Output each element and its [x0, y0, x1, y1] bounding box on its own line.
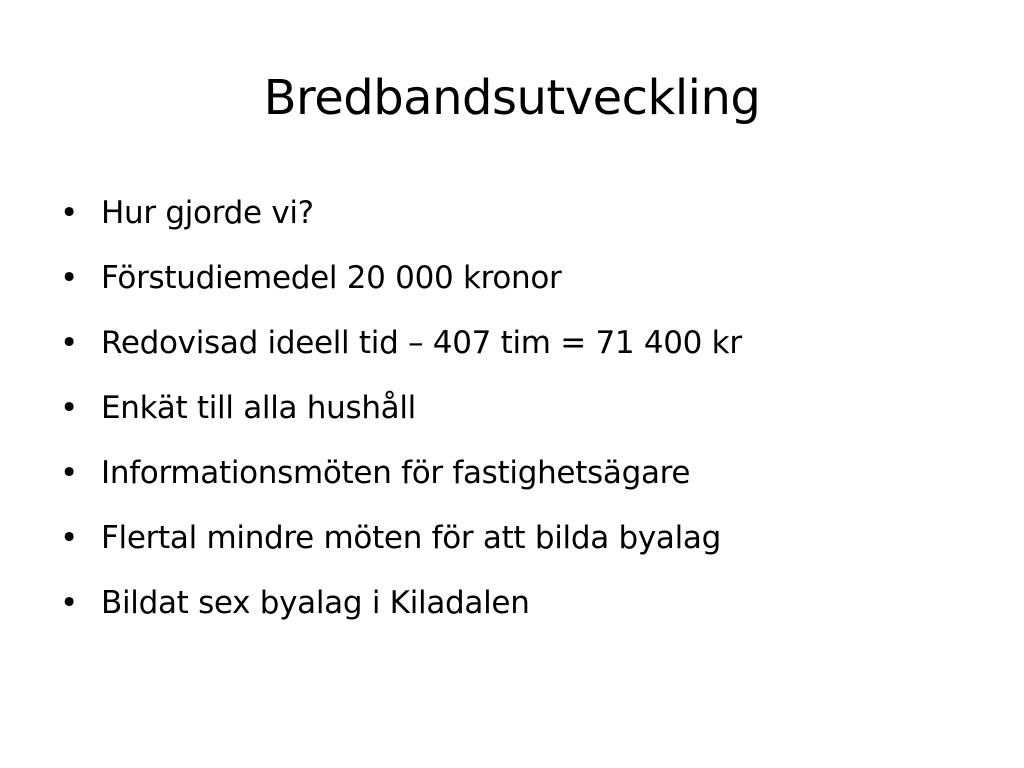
- bullet-item: [60, 246, 980, 311]
- bullet-text: Förstudiemedel 20 000 kronor: [101, 260, 562, 296]
- bullet-text: Flertal mindre möten för att bilda byalag: [101, 520, 721, 556]
- bullet-icon: •: [60, 195, 78, 231]
- slide-title: Bredbandsutveckling: [263, 70, 761, 126]
- bullet-icon: •: [60, 260, 78, 296]
- bullet-text: Hur gjorde vi?: [101, 195, 314, 231]
- bullet-icon: •: [60, 455, 78, 491]
- bullet-list: [60, 181, 980, 636]
- bullet-item: [60, 441, 980, 506]
- bullet-text: Informationsmöten för fastighetsägare: [101, 455, 691, 491]
- bullet-icon: •: [60, 520, 78, 556]
- bullet-icon: •: [60, 325, 78, 361]
- bullet-item: [60, 506, 980, 571]
- bullet-item: [60, 376, 980, 441]
- bullet-item: [60, 181, 980, 246]
- bullet-text: Bildat sex byalag i Kiladalen: [101, 585, 530, 621]
- bullet-text: Enkät till alla hushåll: [101, 390, 416, 426]
- bullet-icon: •: [60, 585, 78, 621]
- bullet-icon: •: [60, 390, 78, 426]
- bullet-item: [60, 571, 980, 636]
- bullet-text: Redovisad ideell tid – 407 tim = 71 400 kr: [101, 325, 742, 361]
- bullet-item: [60, 311, 980, 376]
